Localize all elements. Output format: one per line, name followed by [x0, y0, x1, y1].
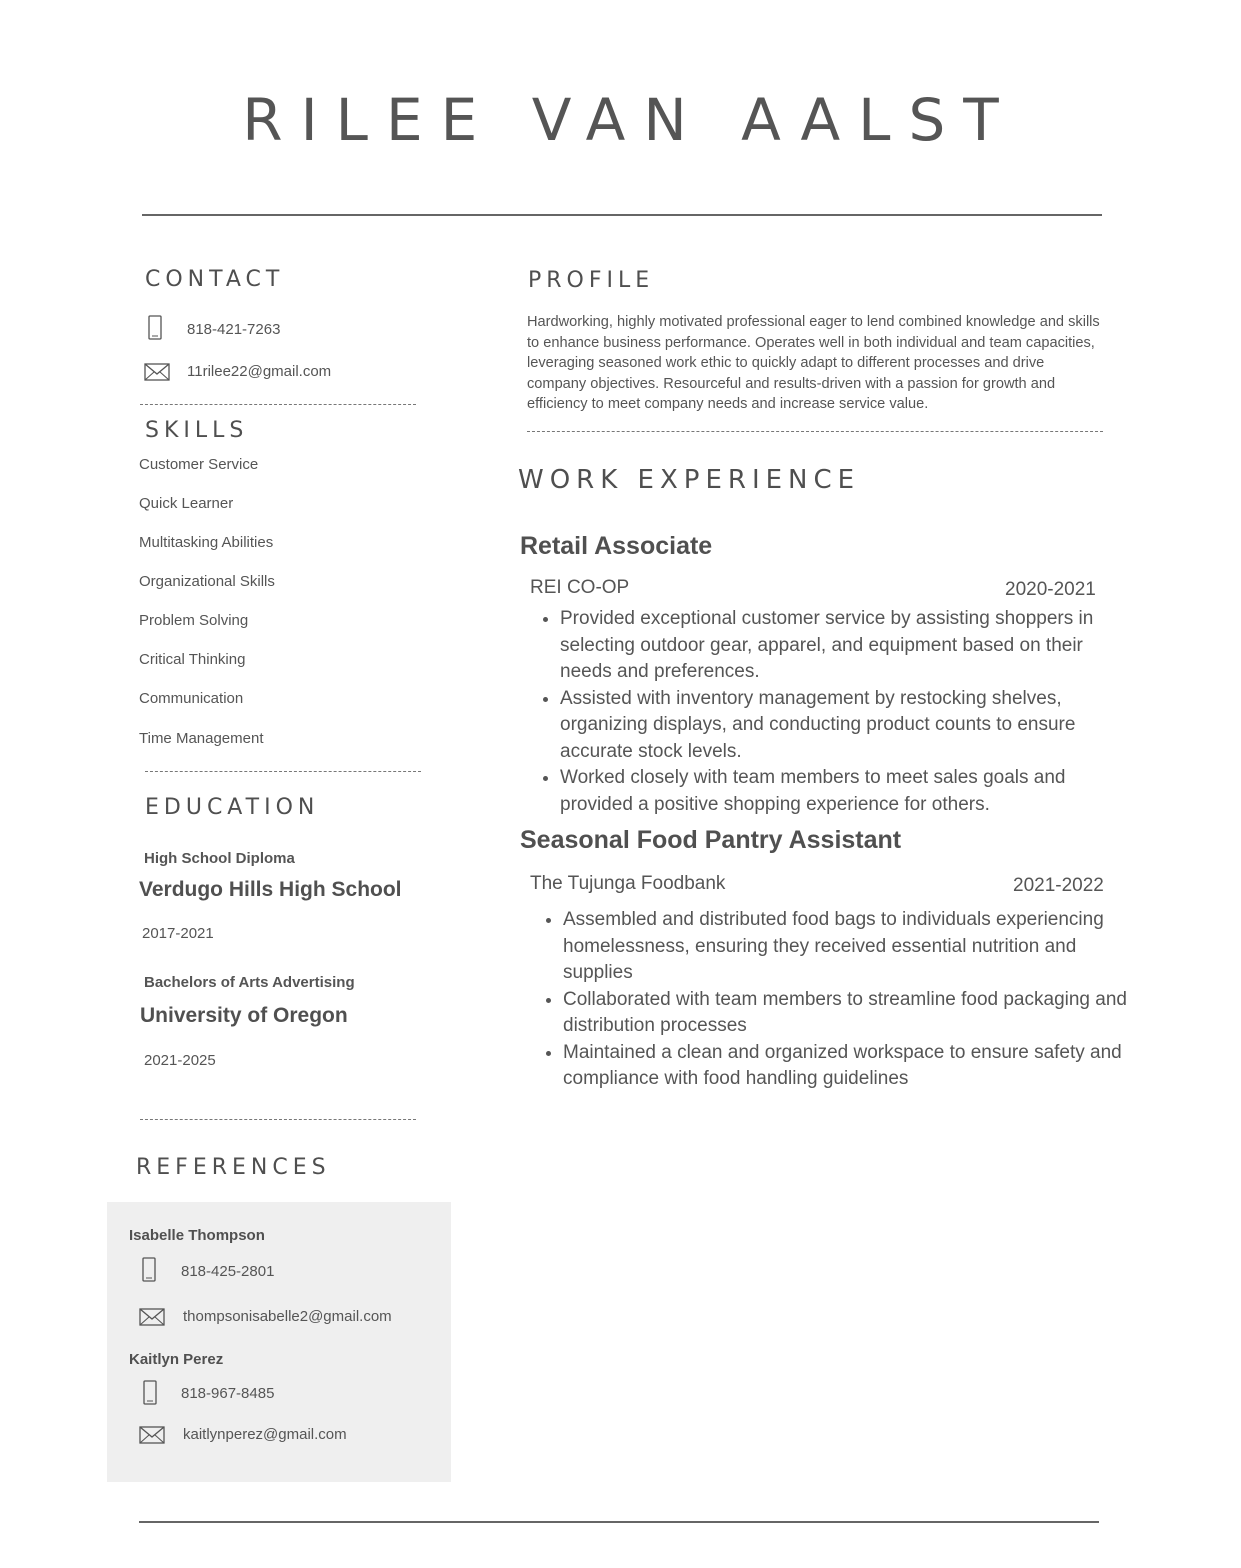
email-icon — [138, 1306, 166, 1332]
references-heading: REFERENCES — [136, 1155, 331, 1180]
job-title: Seasonal Food Pantry Assistant — [520, 826, 902, 854]
education-degree: Bachelors of Arts Advertising — [144, 974, 355, 991]
job-years: 2020-2021 — [1005, 579, 1096, 600]
job-bullet: • Collaborated with team members to streamline food packaging and distribution processes — [563, 987, 1143, 1040]
profile-heading: PROFILE — [528, 268, 655, 293]
skill-item: Quick Learner — [139, 495, 234, 512]
contact-phone: 818-421-7263 — [187, 321, 281, 338]
skill-item: Organizational Skills — [139, 573, 275, 590]
job-bullets — [520, 606, 1135, 818]
resume-name: RILEE VAN AALST — [242, 86, 1017, 154]
education-school: University of Oregon — [140, 1004, 348, 1027]
skill-item: Problem Solving — [139, 612, 249, 629]
job-title: Retail Associate — [520, 532, 713, 560]
job-bullet: • Provided exceptional customer service by assisting shoppers in selecting outdoor gear, apparel, and equipment based on their needs and preferences. — [560, 606, 1135, 686]
job-company: The Tujunga Foodbank — [530, 873, 726, 894]
job-company: REI CO-OP — [530, 577, 630, 598]
job-bullet: • Assembled and distributed food bags to individuals experiencing homelessness, ensuring they received essential nutrition and supplies — [563, 907, 1143, 987]
education-years: 2021-2025 — [144, 1052, 216, 1069]
reference-email: thompsonisabelle2@gmail.com — [183, 1308, 392, 1325]
job-bullet: • Assisted with inventory management by restocking shelves, organizing displays, and conducting product counts to ensure accurate stock levels. — [560, 686, 1135, 766]
phone-icon — [138, 1379, 166, 1405]
email-icon — [143, 361, 171, 387]
reference-phone: 818-967-8485 — [181, 1385, 275, 1402]
header-divider — [142, 214, 1102, 216]
contact-divider — [140, 404, 416, 405]
skill-item: Critical Thinking — [139, 651, 246, 668]
skill-item: Communication — [139, 690, 244, 707]
skill-item: Time Management — [139, 730, 264, 747]
education-heading: EDUCATION — [145, 795, 320, 820]
education-school: Verdugo Hills High School — [139, 878, 402, 901]
contact-heading: CONTACT — [145, 267, 285, 292]
skills-heading: SKILLS — [145, 418, 249, 443]
footer-divider — [139, 1521, 1099, 1523]
education-divider — [140, 1119, 416, 1120]
reference-name: Isabelle Thompson — [129, 1227, 265, 1244]
reference-name: Kaitlyn Perez — [129, 1351, 224, 1368]
job-bullets — [523, 907, 1143, 1093]
reference-phone: 818-425-2801 — [181, 1263, 275, 1280]
job-bullet: • Maintained a clean and organized workspace to ensure safety and compliance with food handling guidelines — [563, 1040, 1143, 1093]
skill-item: Multitasking Abilities — [139, 534, 274, 551]
job-years: 2021-2022 — [1013, 875, 1104, 896]
skill-item: Customer Service — [139, 456, 259, 473]
contact-email: 11rilee22@gmail.com — [187, 363, 332, 380]
skills-divider — [145, 771, 421, 772]
email-icon — [138, 1424, 166, 1450]
profile-divider — [527, 431, 1103, 432]
phone-icon — [137, 1256, 165, 1282]
profile-text: Hardworking, highly motivated professional eager to lend combined knowledge and skills to enhance business performance. Operates well in both individual and team capacities, leveraging seasoned work ethic to quickly adapt to different processes and drive company objectives. Resourceful and results-driven with a passion for growth and efficiency to meet company needs and increase service value. — [527, 314, 1100, 413]
work-heading: WORK EXPERIENCE — [518, 465, 861, 495]
phone-icon — [143, 314, 171, 340]
job-bullet: • Worked closely with team members to meet sales goals and provided a positive shopping experience for others. — [560, 765, 1135, 818]
education-degree: High School Diploma — [144, 850, 295, 867]
reference-email: kaitlynperez@gmail.com — [183, 1426, 347, 1443]
education-years: 2017-2021 — [142, 925, 214, 942]
